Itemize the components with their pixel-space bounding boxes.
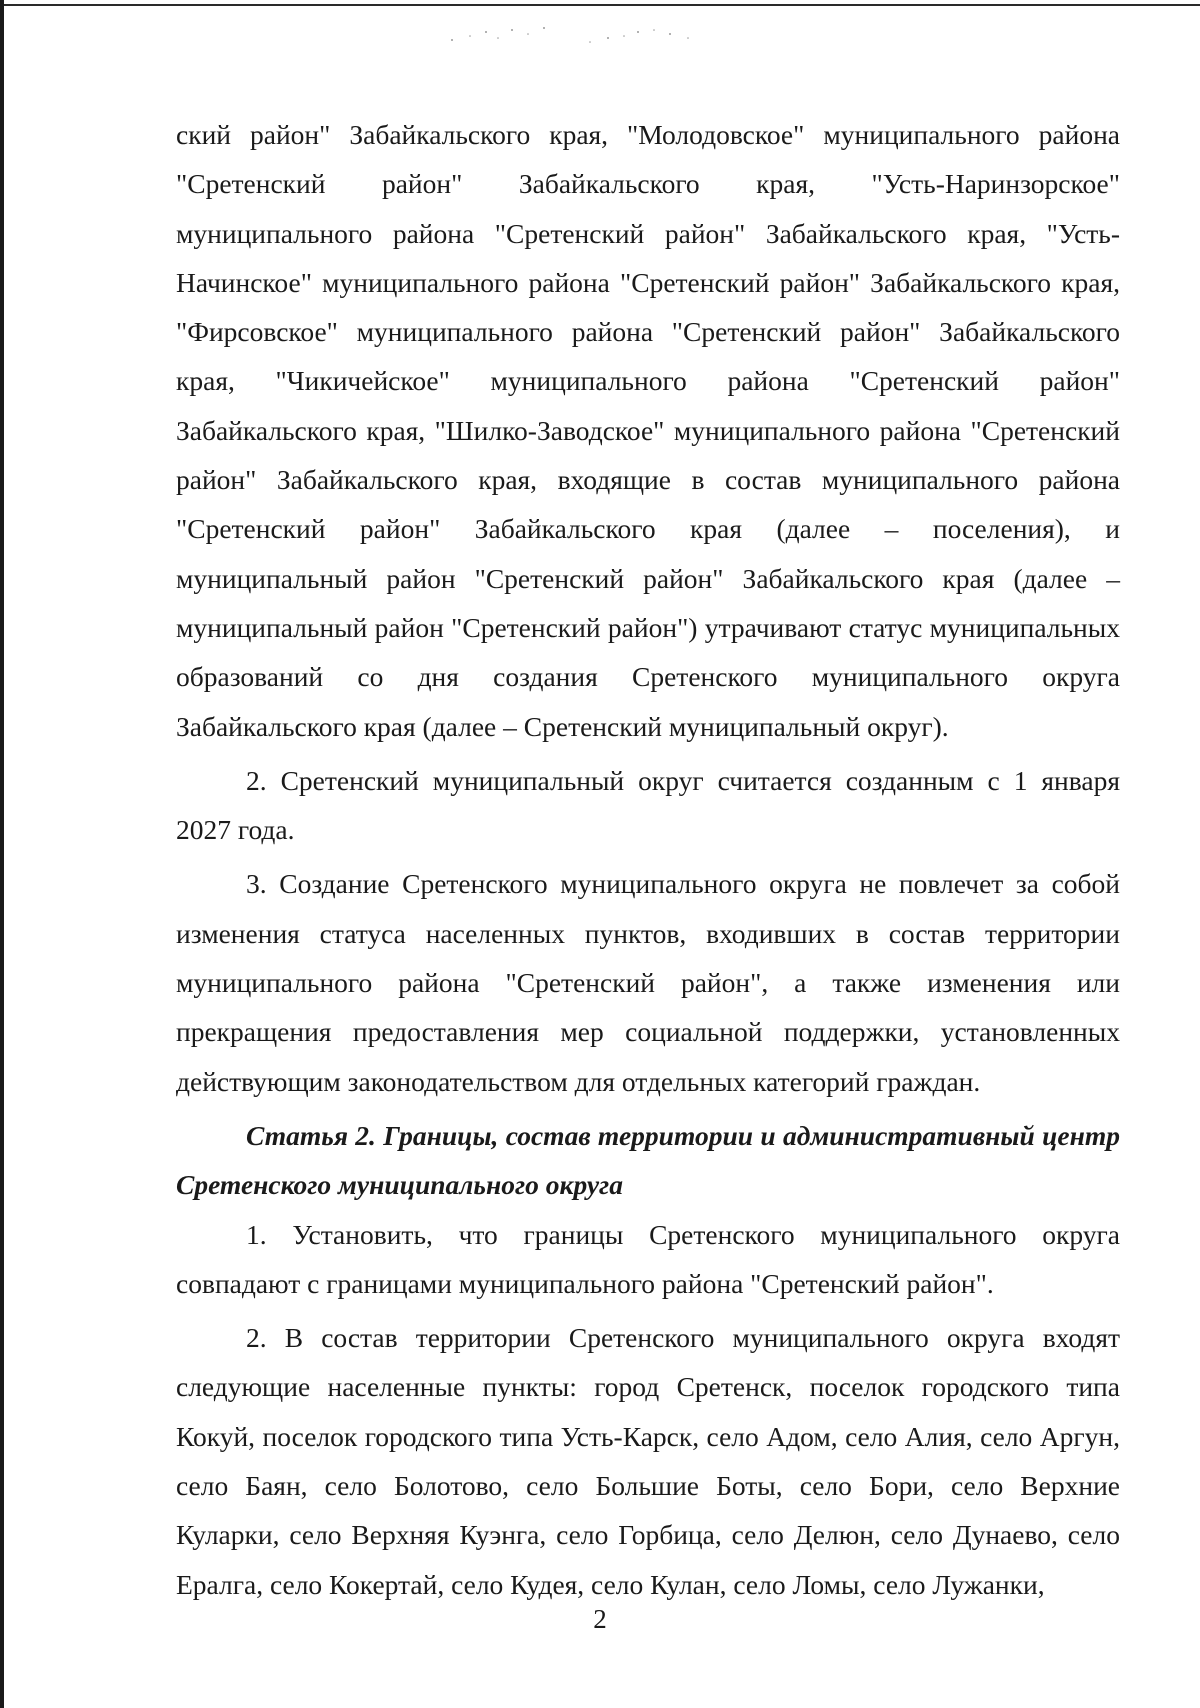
page-number: 2 (593, 1604, 607, 1634)
left-scan-edge (0, 0, 4, 1708)
top-edge-rule (0, 4, 1200, 6)
document-body (176, 110, 1120, 1609)
scan-artifact-marks (440, 18, 760, 58)
paragraph-item-3: 3. Создание Сретенского муниципального округа не повлечет за собой изменения статуса населенных пунктов, входивших в состав территории муниципального района "Сретенский район", а также изменения или прекращения предоставления мер социальной поддержки, установленных действующим законодательством для отдельных категорий граждан. (176, 868, 1120, 1097)
article-2-heading: Статья 2. Границы, состав территории и административный центр Сретенского муниципального округа (176, 1119, 1120, 1201)
paragraph-continuation: ский район" Забайкальского края, "Молодовское" муниципального района "Сретенский район" Забайкальского края, "Усть-Наринзорское" муниципального района "Сретенский район" Забайкальского края, "Усть-Начинское" муниципального района "Сретенский район" Забайкальского края, "Фирсовское" муниципального района "Сретенский район" Забайкальского края, "Чикичейское" муниципального района "Сретенский район" Забайкальского края, "Шилко-Заводское" муниципального района "Сретенский район" Забайкальского края, входящие в состав муниципального района "Сретенский район" Забайкальского края (далее – поселения), и муниципальный район "Сретенский район" Забайкальского края (далее – муниципальный район "Сретенский район") утрачивают статус муниципальных образований со дня создания Сретенского муниципального округа Забайкальского края (далее – Сретенский муниципальный округ). (176, 119, 1120, 742)
paragraph-item-2: 2. Сретенский муниципальный округ считается созданным с 1 января 2027 года. (176, 764, 1120, 846)
paragraph-article2-item-2: 2. В состав территории Сретенского муниципального округа входят следующие населенные пункты: город Сретенск, поселок городского типа Кокуй, поселок городского типа Усть-Карск, село Адом, село Алия, село Аргун, село Баян, село Болотово, село Большие Боты, село Бори, село Верхние Куларки, село Верхняя Куэнга, село Горбица, село Делюн, село Дунаево, село Ералга, село Кокертай, село Кудея, село Кулан, село Ломы, село Лужанки, (176, 1322, 1120, 1600)
paragraph-article2-item-1: 1. Установить, что границы Сретенского муниципального округа совпадают с границами муниципального района "Сретенский район". (176, 1218, 1120, 1299)
